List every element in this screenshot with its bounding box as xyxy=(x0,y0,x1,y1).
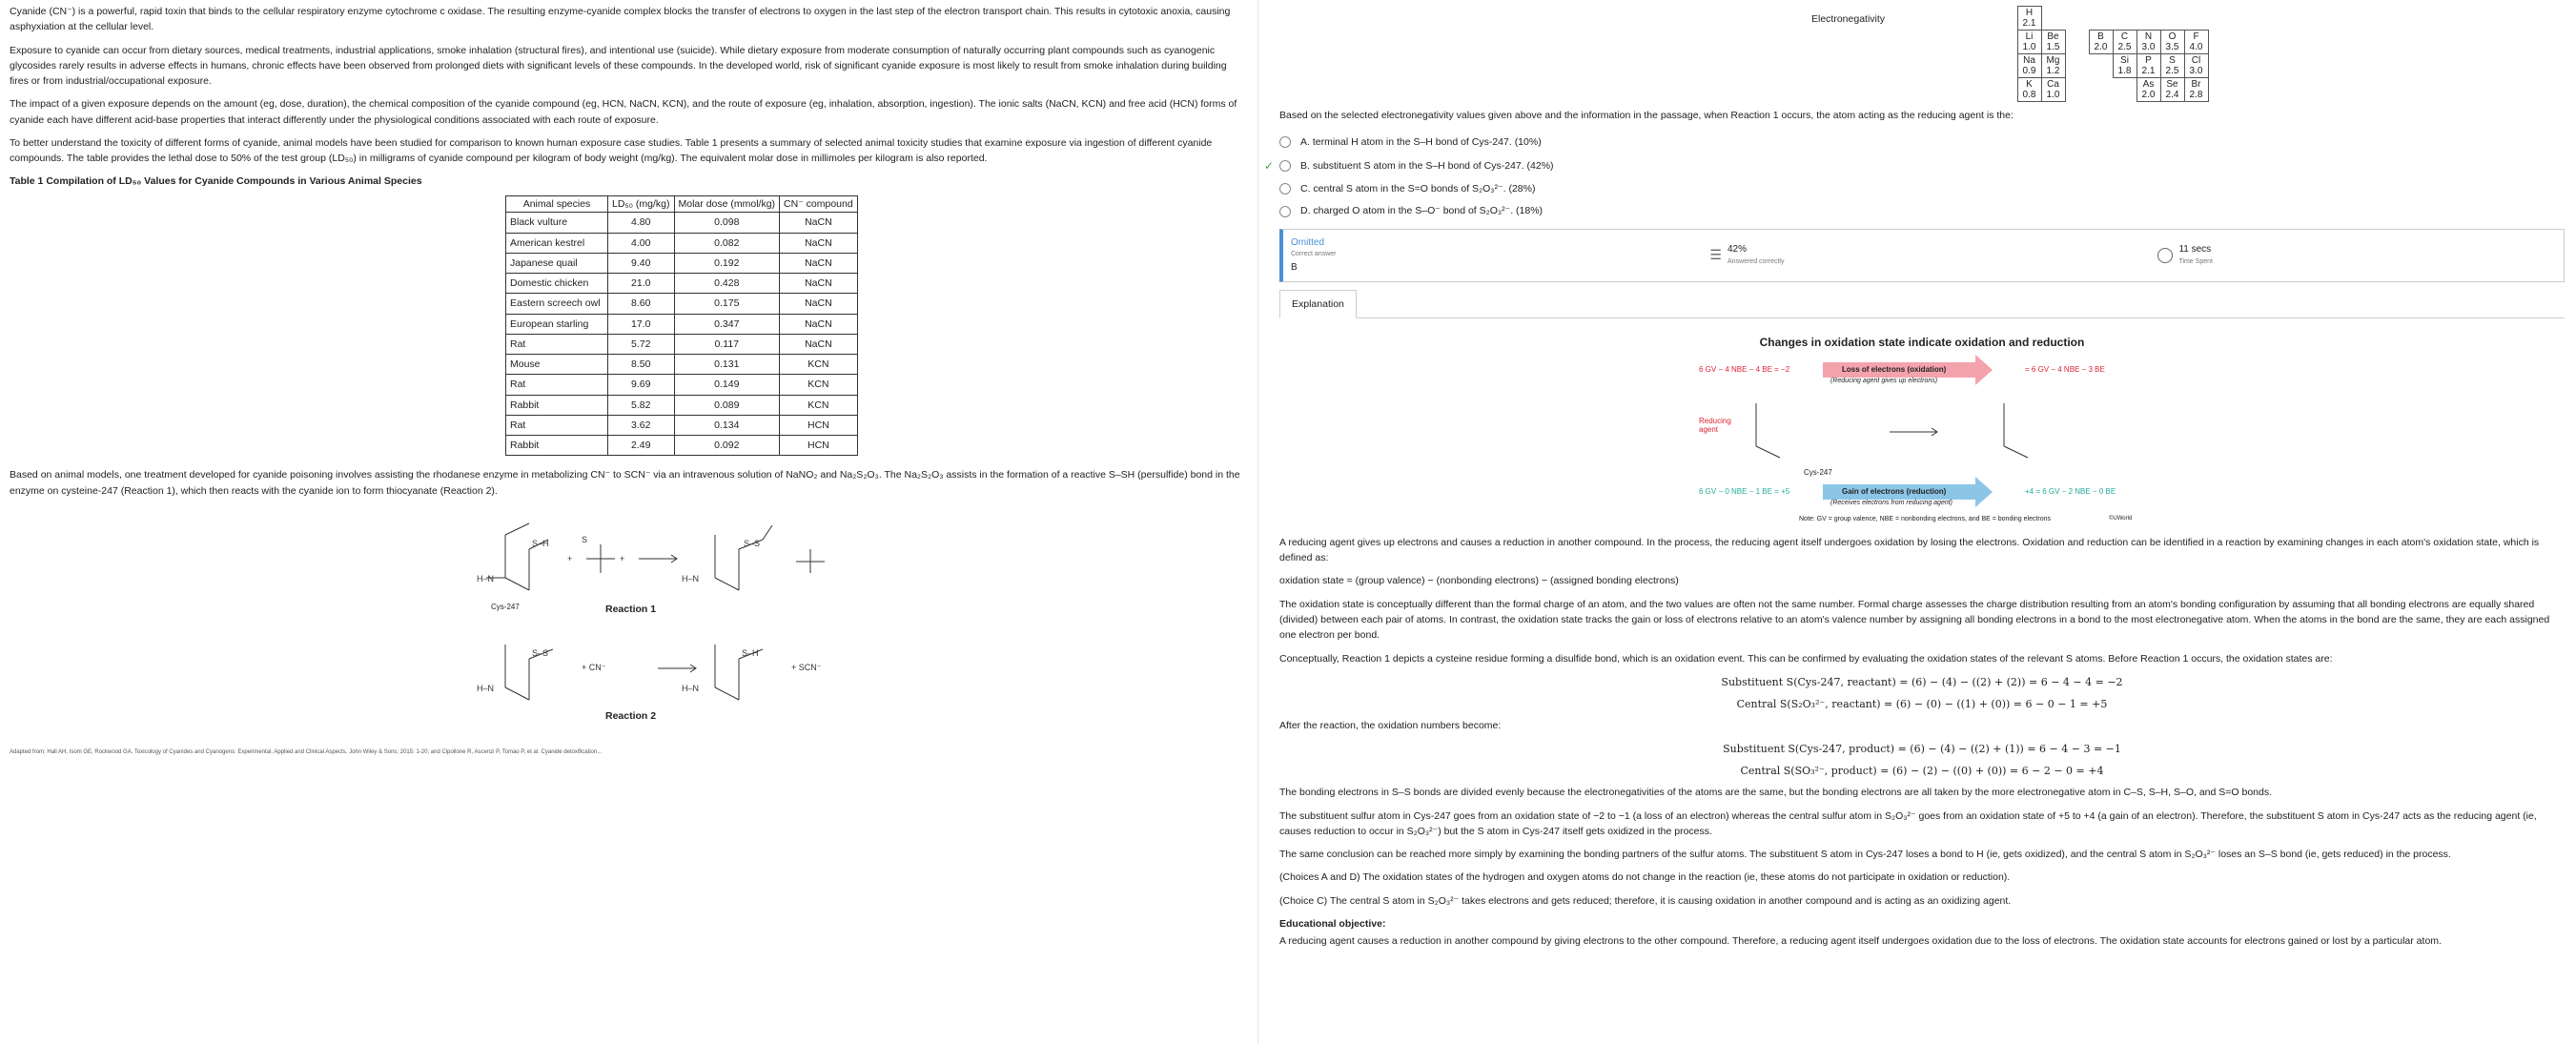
reaction1-label: Reaction 1 xyxy=(605,603,657,615)
right-bot-label: +4 = 6 GV − 2 NBE − 0 BE xyxy=(2025,486,2116,496)
tab-bar xyxy=(1279,290,2565,318)
radio-button[interactable] xyxy=(1279,206,1291,217)
correct-answer-label: Correct answer xyxy=(1291,251,1337,258)
radio-button[interactable] xyxy=(1279,160,1291,172)
answer-choice[interactable] xyxy=(1279,134,2565,150)
svg-text:+: + xyxy=(567,553,573,563)
svg-text:S–H: S–H xyxy=(742,647,759,658)
table-cell: KCN xyxy=(780,355,858,375)
table-cell: Black vulture xyxy=(506,213,608,233)
svg-text:S–S: S–S xyxy=(744,538,761,548)
table-cell: 8.50 xyxy=(608,355,675,375)
table-cell: 0.192 xyxy=(674,253,780,273)
equation: Substituent S(Cys-247, product) = (6) − (4) − ((2) + (1)) = 6 − 4 − 3 = −1 xyxy=(1723,743,2121,756)
percent-value: 42% xyxy=(1727,244,1747,256)
explanation-paragraph: The same conclusion can be reached more simply by examining the bonding partners of the sulfur atoms. The substituent S atom in Cys-247 loses a bond to H (ie, gets oxidized), and the central S atom in S₂O₃²⁻ loses an S–S bond (ie, gets reduced) in the process. xyxy=(1279,849,2451,861)
element-cell: N 3.0 xyxy=(2136,31,2160,54)
diagram-title: Changes in oxidation state indicate oxidation and reduction xyxy=(1759,335,2085,349)
question-pane xyxy=(1258,0,2576,1044)
explanation-paragraph: (Choice C) The central S atom in S₂O₃²⁻ takes electrons and gets reduced; therefore, it is causing oxidation in another compound and is acting as an oxidizing agent. xyxy=(1279,894,2012,907)
table-cell: 0.134 xyxy=(674,415,780,435)
table-cell: KCN xyxy=(780,375,858,395)
answer-choice[interactable] xyxy=(1279,181,2565,196)
table-cell: 0.347 xyxy=(674,314,780,334)
stats-bar xyxy=(1279,229,2565,282)
explanation-paragraph: The bonding electrons in S–S bonds are divided evenly because the electronegativities of the atoms are the same, but the bonding electrons are all taken by the more electronegative atom in C–S, S–H, S–O, and S=O bonds. xyxy=(1279,787,2273,799)
objective-title: Educational objective: xyxy=(1279,917,1386,930)
right-top-label: = 6 GV − 4 NBE − 3 BE xyxy=(2025,364,2105,374)
table-row xyxy=(506,314,858,334)
reaction-schemes xyxy=(10,506,1248,745)
cys-diagram-label: Cys-247 xyxy=(1804,467,1832,477)
element-cell: Mg 1.2 xyxy=(2041,54,2065,78)
table-cell: HCN xyxy=(780,415,858,435)
svg-text:H–N: H–N xyxy=(477,573,495,583)
explanation-paragraph: A reducing agent gives up electrons and causes a reduction in another compound. In the process, the reducing agent itself undergoes oxidation by losing the electrons. Oxidation and reduction can be identified in a reaction by examining changes in each atom's oxidation state, which is defined as: xyxy=(1279,536,2540,564)
time-value: 11 secs xyxy=(2178,244,2212,256)
element-cell: S 2.5 xyxy=(2160,54,2184,78)
svg-text:+: + xyxy=(620,553,625,563)
passage-paragraph: Cyanide (CN⁻) is a powerful, rapid toxin that binds to the cellular respiratory enzyme cytochrome c oxidase. The resulting enzyme-cyanide complex blocks the transfer of electrons to oxygen in the last step of the electron transport chain. This results in cytotoxic anoxia, causing asphyxiation at the cellular level. xyxy=(10,6,1231,33)
equation: Central S(S₂O₃²⁻, reactant) = (6) − (0) − ((1) + (0)) = 6 − 0 − 1 = +5 xyxy=(1736,697,2108,710)
table-cell: 0.428 xyxy=(674,274,780,294)
passage-pane xyxy=(0,0,1258,1044)
table-cell: Rabbit xyxy=(506,436,608,456)
choice-text: A. terminal H atom in the S–H bond of Cys-247. (10%) xyxy=(1300,136,1542,149)
element-cell: O 3.5 xyxy=(2160,31,2184,54)
table-row xyxy=(506,355,858,375)
svg-text:+ SCN⁻: + SCN⁻ xyxy=(791,662,822,672)
reducing-agent-label: Reducing agent xyxy=(1699,416,1731,434)
diagram-copyright: ©UWorld xyxy=(2109,515,2133,522)
table-cell: 21.0 xyxy=(608,274,675,294)
svg-text:H–N: H–N xyxy=(682,573,700,583)
answer-choice[interactable] xyxy=(1279,203,2565,218)
omitted-block xyxy=(1291,235,1336,276)
table-cell: 5.82 xyxy=(608,395,675,415)
correct-check-icon: ✓ xyxy=(1264,158,1275,173)
table-row xyxy=(506,233,858,253)
periodic-table xyxy=(2017,6,2209,102)
percent-block xyxy=(1709,242,1784,267)
cys-label: Cys-247 xyxy=(491,602,520,611)
table-cell: 17.0 xyxy=(608,314,675,334)
table-row xyxy=(506,415,858,435)
table-cell: 4.00 xyxy=(608,233,675,253)
diagram-note: Note: GV = group valence, NBE = nonbonding electrons, and BE = bonding electrons xyxy=(1799,515,2052,522)
tab-explanation[interactable]: Explanation xyxy=(1279,290,1357,318)
table-cell: Rat xyxy=(506,334,608,354)
objective-text: A reducing agent causes a reduction in another compound by giving electrons to the other compound. Therefore, a reducing agent itself undergoes oxidation due to the loss of electrons. The oxidation state accounts for electrons gained or lost by a particular atom. xyxy=(1279,935,2442,948)
radio-button[interactable] xyxy=(1279,183,1291,194)
omitted-label: Omitted xyxy=(1291,236,1325,248)
element-cell: Na 0.9 xyxy=(2017,54,2041,78)
explanation-paragraph: (Choices A and D) The oxidation states of the hydrogen and oxygen atoms do not change in the reaction (ie, these atoms do not participate in oxidation or reduction). xyxy=(1279,871,2011,884)
table-cell: European starling xyxy=(506,314,608,334)
table-header: Animal species xyxy=(506,195,608,213)
svg-text:S–S: S–S xyxy=(532,647,549,658)
element-cell: Cl 3.0 xyxy=(2184,54,2208,78)
table-cell: Rabbit xyxy=(506,395,608,415)
table-cell: NaCN xyxy=(780,334,858,354)
element-cell: F 4.0 xyxy=(2184,31,2208,54)
table-cell: 2.49 xyxy=(608,436,675,456)
question-stem: Based on the selected electronegativity values given above and the information in the passage, when Reaction 1 occurs, the atom acting as the reducing agent is the: xyxy=(1279,110,2014,121)
gain-sub: (Receives electrons from reducing agent) xyxy=(1830,499,1953,506)
table-cell: 0.149 xyxy=(674,375,780,395)
element-cell: Se 2.4 xyxy=(2160,78,2184,102)
element-cell: H 2.1 xyxy=(2017,7,2041,31)
svg-text:H–N: H–N xyxy=(477,683,495,693)
explanation-paragraph: After the reaction, the oxidation numbers become: xyxy=(1279,719,1502,731)
table-cell: NaCN xyxy=(780,314,858,334)
table-row xyxy=(506,395,858,415)
choice-text: B. substituent S atom in the S–H bond of Cys-247. (42%) xyxy=(1300,159,1554,172)
passage-paragraph: Exposure to cyanide can occur from dietary sources, medical treatments, industrial applications, smoke inhalation (structural fires), and intentional use (suicide). While dietary exposure from moderate consumption of naturally occurring plant compounds such as cyanogenic glycosides rarely results in adverse effects in humans, chronic effects have been observed from prolonged diets with significant levels of these compounds. In the developed world, risk of significant cyanide exposure is most likely to result from smoke inhalation during building fires or from industrial/occupational exposure. xyxy=(10,44,1227,88)
answer-choices xyxy=(1264,134,2565,218)
ptable-title: Electronegativity xyxy=(1811,13,1886,25)
table-row xyxy=(506,294,858,314)
time-block xyxy=(2157,242,2213,267)
explanation-paragraph: oxidation state = (group valence) − (nonbonding electrons) − (assigned bonding electrons) xyxy=(1279,575,1679,587)
passage-paragraph: Based on animal models, one treatment developed for cyanide poisoning involves assisting the rhodanese enzyme in metabolizing CN⁻ to SCN⁻ via an intravenous solution of NaNO₂ and Na₂S₂O₃. The Na₂S₂O₃ assists in the formation of a reactive S–SH (persulfide) bond in the enzyme on cysteine-247 (Reaction 1), which then reacts with the cyanide ion to form thiocyanate (Reaction 2). xyxy=(10,469,1240,497)
svg-text:S–H: S–H xyxy=(532,538,549,548)
table-cell: Japanese quail xyxy=(506,253,608,273)
table-cell: 0.082 xyxy=(674,233,780,253)
table-caption: Table 1 Compilation of LD₅₀ Values for Cyanide Compounds in Various Animal Species xyxy=(10,175,422,188)
table-row xyxy=(506,253,858,273)
table-cell: 9.40 xyxy=(608,253,675,273)
table-header: Molar dose (mmol/kg) xyxy=(674,195,780,213)
svg-text:+ CN⁻: + CN⁻ xyxy=(582,662,606,672)
table-cell: Eastern screech owl xyxy=(506,294,608,314)
table-row xyxy=(506,274,858,294)
credit-line: Adapted from: Hall AH, Isom GE, Rockwood GA. Toxicology of Cyanides and Cyanogens: Experimental, Applied and Clinical Aspects. John Wiley & Sons; 2015: 1-20; and Cipollone R, Ascenzi P, Tomao P, et al. Cyanide detoxification... xyxy=(10,748,603,755)
element-cell: Be 1.5 xyxy=(2041,31,2065,54)
table-cell: NaCN xyxy=(780,294,858,314)
answer-choice[interactable] xyxy=(1264,157,2565,175)
left-bot-label: 6 GV − 0 NBE − 1 BE = +5 xyxy=(1699,486,1790,496)
percent-label: Answered correctly xyxy=(1727,257,1785,265)
table-cell: 0.175 xyxy=(674,294,780,314)
radio-button[interactable] xyxy=(1279,136,1291,148)
table-cell: 0.131 xyxy=(674,355,780,375)
equation: Substituent S(Cys-247, reactant) = (6) − (4) − ((2) + (2)) = 6 − 4 − 4 = −2 xyxy=(1721,675,2123,688)
gain-label: Gain of electrons (reduction) xyxy=(1842,486,1947,496)
table-cell: 9.69 xyxy=(608,375,675,395)
table-cell: 0.092 xyxy=(674,436,780,456)
equation: Central S(SO₃²⁻, product) = (6) − (2) − ((0) + (0)) = 6 − 2 − 0 = +4 xyxy=(1740,765,2104,778)
loss-sub: (Reducing agent gives up electrons) xyxy=(1830,377,1938,384)
element-cell: Li 1.0 xyxy=(2017,31,2041,54)
table-row xyxy=(506,436,858,456)
left-top-label: 6 GV − 4 NBE − 4 BE = −2 xyxy=(1699,364,1790,374)
table-cell: 0.089 xyxy=(674,395,780,415)
table-cell: KCN xyxy=(780,395,858,415)
table-cell: HCN xyxy=(780,436,858,456)
table-cell: 3.62 xyxy=(608,415,675,435)
table-header: CN⁻ compound xyxy=(780,195,858,213)
table-cell: NaCN xyxy=(780,274,858,294)
table-header: LD₅₀ (mg/kg) xyxy=(608,195,675,213)
oxidation-diagram xyxy=(1279,334,2565,529)
table-cell: 5.72 xyxy=(608,334,675,354)
explanation-paragraph: The substituent sulfur atom in Cys-247 goes from an oxidation state of −2 to −1 (a loss of an electron) whereas the central sulfur atom in S₂O₃²⁻ goes from an oxidation state of +5 to +4 (a gain of an electron). Therefore, the substituent S atom in Cys-247 acts as the reducing agent (ie, causes reduction to occur in S₂O₃²⁻) but the S atom in Cys-247 itself gets oxidized in the process. xyxy=(1279,809,2537,837)
element-cell: C 2.5 xyxy=(2113,31,2136,54)
table-cell: NaCN xyxy=(780,213,858,233)
loss-label: Loss of electrons (oxidation) xyxy=(1842,364,1947,374)
bar-chart-icon: ☰ xyxy=(1709,246,1722,262)
element-cell: Si 1.8 xyxy=(2113,54,2136,78)
table-cell: Rat xyxy=(506,375,608,395)
time-label: Time Spent xyxy=(2178,257,2213,265)
element-cell: K 0.8 xyxy=(2017,78,2041,102)
reaction2-label: Reaction 2 xyxy=(605,709,657,722)
element-cell: B 2.0 xyxy=(2089,31,2113,54)
table-cell: Rat xyxy=(506,415,608,435)
table-cell: American kestrel xyxy=(506,233,608,253)
table-cell: 0.117 xyxy=(674,334,780,354)
passage-paragraph: The impact of a given exposure depends on the amount (eg, dose, duration), the chemical composition of the cyanide compound (eg, HCN, NaCN, KCN), and the route of exposure (eg, inhalation, absorption, ingestion). The ionic salts (NaCN, KCN) and free acid (HCN) forms of cyanide each have different acid-base properties that interact differently under the physiological conditions associated with each route of exposure. xyxy=(10,98,1237,126)
table-cell: 8.60 xyxy=(608,294,675,314)
element-cell: As 2.0 xyxy=(2136,78,2160,102)
choice-text: D. charged O atom in the S–O⁻ bond of S₂O₃²⁻. (18%) xyxy=(1300,205,1544,217)
table-cell: 4.80 xyxy=(608,213,675,233)
element-cell: Ca 1.0 xyxy=(2041,78,2065,102)
svg-text:S: S xyxy=(582,534,588,544)
element-cell: P 2.1 xyxy=(2136,54,2160,78)
table-cell: Mouse xyxy=(506,355,608,375)
choice-text: C. central S atom in the S=O bonds of S₂O₃²⁻. (28%) xyxy=(1300,183,1536,195)
explanation-paragraph: The oxidation state is conceptually different than the formal charge of an atom, and the two values are often not the same number. Formal charge assesses the charge distribution resulting from an atom's bonding configuration by assuming that all bonding electrons are equally shared (divided) between each pair of atoms. In contrast, the oxidation state tracks the gain or loss of electrons relative to an atom's valence number by assigning all bonding electrons in a bond to the most electronegative atom. When the atoms in the bond are the same, they are each assigned one electron per bond. xyxy=(1279,598,2550,642)
electronegativity-table xyxy=(1661,6,2565,102)
ld50-table xyxy=(505,195,858,457)
table-row xyxy=(506,213,858,233)
table-row xyxy=(506,334,858,354)
table-row xyxy=(506,375,858,395)
table-cell: 0.098 xyxy=(674,213,780,233)
element-cell: Br 2.8 xyxy=(2184,78,2208,102)
table-cell: NaCN xyxy=(780,253,858,273)
explanation-paragraph: Conceptually, Reaction 1 depicts a cysteine residue forming a disulfide bond, which is an oxidation event. This can be confirmed by evaluating the oxidation states of the relevant S atoms. Before Reaction 1 occurs, the oxidation states are: xyxy=(1279,652,2333,665)
table-cell: NaCN xyxy=(780,233,858,253)
passage-paragraph: To better understand the toxicity of different forms of cyanide, animal models have been studied for comparison to known human exposure case studies. Table 1 presents a summary of selected animal toxicity studies that examine exposure via ingestion of different cyanide compounds. The table provides the lethal dose to 50% of the test group (LD₅₀) in milligrams of cyanide compound per kilogram of body weight (mg/kg). The equivalent molar dose in millimoles per kilogram is also reported. xyxy=(10,136,1213,165)
svg-text:H–N: H–N xyxy=(682,683,700,693)
table-cell: Domestic chicken xyxy=(506,274,608,294)
correct-answer-value: B xyxy=(1291,262,1298,274)
clock-icon xyxy=(2157,248,2173,263)
